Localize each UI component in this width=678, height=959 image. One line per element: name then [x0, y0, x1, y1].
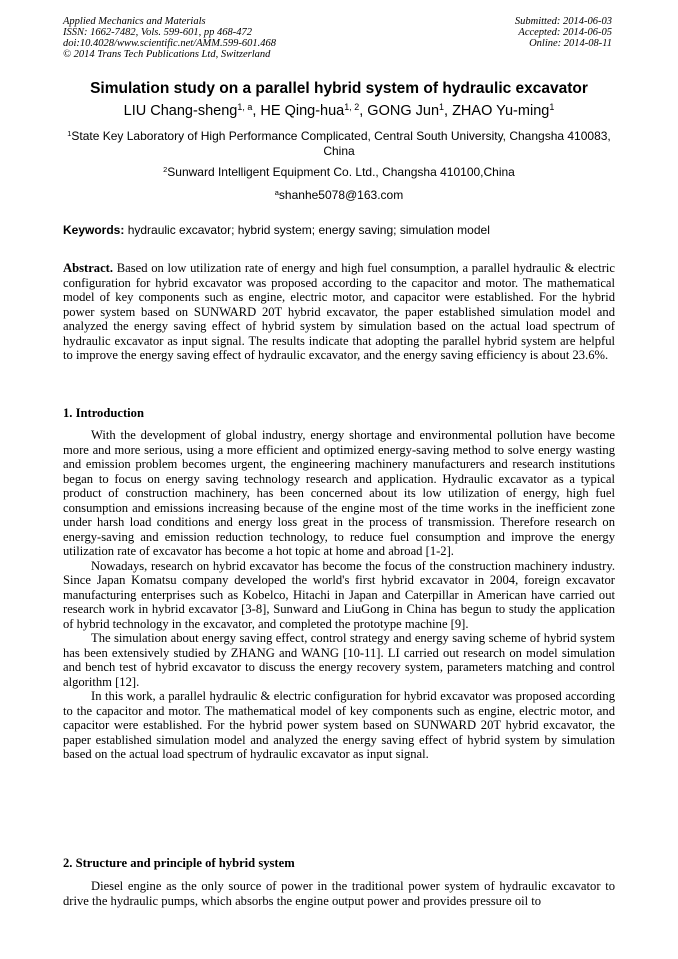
author-separator: , — [359, 103, 368, 119]
journal-info — [63, 16, 276, 60]
author-name: LIU Chang-sheng — [123, 103, 238, 119]
keywords — [63, 223, 615, 237]
author-separator: , — [444, 103, 453, 119]
author-list — [63, 102, 615, 120]
email-sup: a — [274, 187, 279, 197]
affiliation-text: State Key Laboratory of High Performance Complicated, Central South University, Changsha 410083, China — [71, 129, 611, 158]
abstract-label: Abstract. — [63, 261, 114, 275]
email-address[interactable]: shanhe5078@163.com — [278, 188, 404, 202]
submission-dates — [515, 16, 612, 49]
body-paragraph: Nowadays, research on hybrid excavator has become the focus of the construction machinery industry. Since Japan Komatsu company developed the world's first hybrid excavator in 2004, foreign excavator manufacturing enterprises such as Kobelco, Hitachi in Japan and Caterpillar in American have carried out research work in hybrid excavator [3-8], Sunward and LiuGong in China has begun to study the application of hybrid technology in the excavator, and completed the prototype machine [9]. — [63, 558, 615, 631]
body-paragraph: In this work, a parallel hydraulic & electric configuration for hybrid excavator was proposed according to the capacitor and motor. The mathematical model of key components such as engine, electric motor, and capacitor were established. For the hybrid power system based on SUNWARD 20T hybrid excavator, the paper established simulation model and analyzed the energy saving effect of hybrid system by simulation based on the actual load spectrum of hydraulic excavator as input signal. — [63, 689, 615, 761]
introduction-body — [63, 428, 615, 762]
doi-line[interactable]: doi:10.4028/www.scientific.net/AMM.599-601.468 — [63, 38, 276, 49]
author-affil-sup: 1 — [439, 102, 445, 113]
copyright-line: © 2014 Trans Tech Publications Ltd, Switzerland — [63, 49, 271, 60]
submitted-date: Submitted: 2014-06-03 — [514, 16, 612, 27]
affiliation-2 — [63, 165, 615, 180]
author-affil-sup: 1, 2 — [344, 102, 360, 113]
keywords-text: hydraulic excavator; hybrid system; energy saving; simulation model — [127, 223, 490, 237]
journal-name: Applied Mechanics and Materials — [63, 16, 206, 27]
section-heading-structure: 2. Structure and principle of hybrid system — [63, 856, 295, 870]
affiliation-1 — [63, 129, 615, 158]
section2-body — [63, 879, 615, 908]
author-separator: , — [252, 103, 261, 119]
author-affil-sup: 1 — [549, 102, 555, 113]
author-name: GONG Jun — [367, 103, 440, 119]
affiliation-text: Sunward Intelligent Equipment Co. Ltd., Changsha 410100,China — [167, 165, 515, 179]
body-paragraph: The simulation about energy saving effect, control strategy and energy saving scheme of hybrid system has been extensively studied by ZHANG and WANG [10-11]. LI carried out research on model simulation and bench test of hybrid excavator to discuss the energy recovery system, parameters matching and control algorithm [12]. — [63, 631, 615, 689]
body-paragraph: With the development of global industry, energy shortage and environmental pollution have become more and more serious, using a more efficient and optimized energy-saving method to solve energy wasting and emission problem becomes urgent, the engineering machinery manufacturers and research institutions began to focus on energy saving technology research and application. Hydraulic excavator as a typical product of construction machinery, has been concerned about its low utilization of energy, high fuel consumption and emissions increasing because of the engine most of the time works in the inefficient zone under harsh load conditions and energy loss great in the process of transmission. Therefore research on energy-saving and emission reduction technology, to reduce fuel consumption and improve the energy utilization rate of excavator has become a hot topic at home and abroad [1-2]. — [63, 428, 615, 558]
author-affil-sup: 1, a — [237, 102, 253, 113]
section-heading-introduction: 1. Introduction — [63, 406, 144, 420]
affiliation-sup: 2 — [163, 164, 168, 174]
issn-line: ISSN: 1662-7482, Vols. 599-601, pp 468-472 — [63, 27, 252, 38]
abstract-text: Based on low utilization rate of energy and high fuel consumption, a parallel hydraulic & electric configuration for hybrid excavator was proposed according to the capacitor and motor. The mathematical model of key components such as engine, electric motor, and capacitor were established. For the hybrid power system based on SUNWARD 20T hybrid excavator, the paper established simulation model and analyzed the energy saving effect of hybrid system by simulation based on the actual load spectrum of hydraulic excavator as input signal. The results indicate that adopting the parallel hybrid system are helpful to improve the energy saving effect of hydraulic excavator, and the energy saving efficiency is about 23.6%. — [63, 261, 615, 362]
accepted-date: Accepted: 2014-06-05 — [518, 27, 612, 38]
body-paragraph: Diesel engine as the only source of power in the traditional power system of hydraulic excavator to drive the hydraulic pumps, which absorbs the engine output power and provides pressure oil to — [63, 879, 615, 908]
affiliation-sup: 1 — [67, 128, 72, 138]
online-date: Online: 2014-08-11 — [529, 38, 612, 49]
abstract — [63, 261, 615, 363]
keywords-label: Keywords: — [63, 223, 125, 237]
author-name: ZHAO Yu-ming — [452, 103, 550, 119]
author-name: HE Qing-hua — [260, 103, 345, 119]
abstract-paragraph — [63, 261, 615, 363]
corresponding-email — [63, 188, 615, 203]
paper-title: Simulation study on a parallel hybrid system of hydraulic excavator — [90, 80, 588, 97]
